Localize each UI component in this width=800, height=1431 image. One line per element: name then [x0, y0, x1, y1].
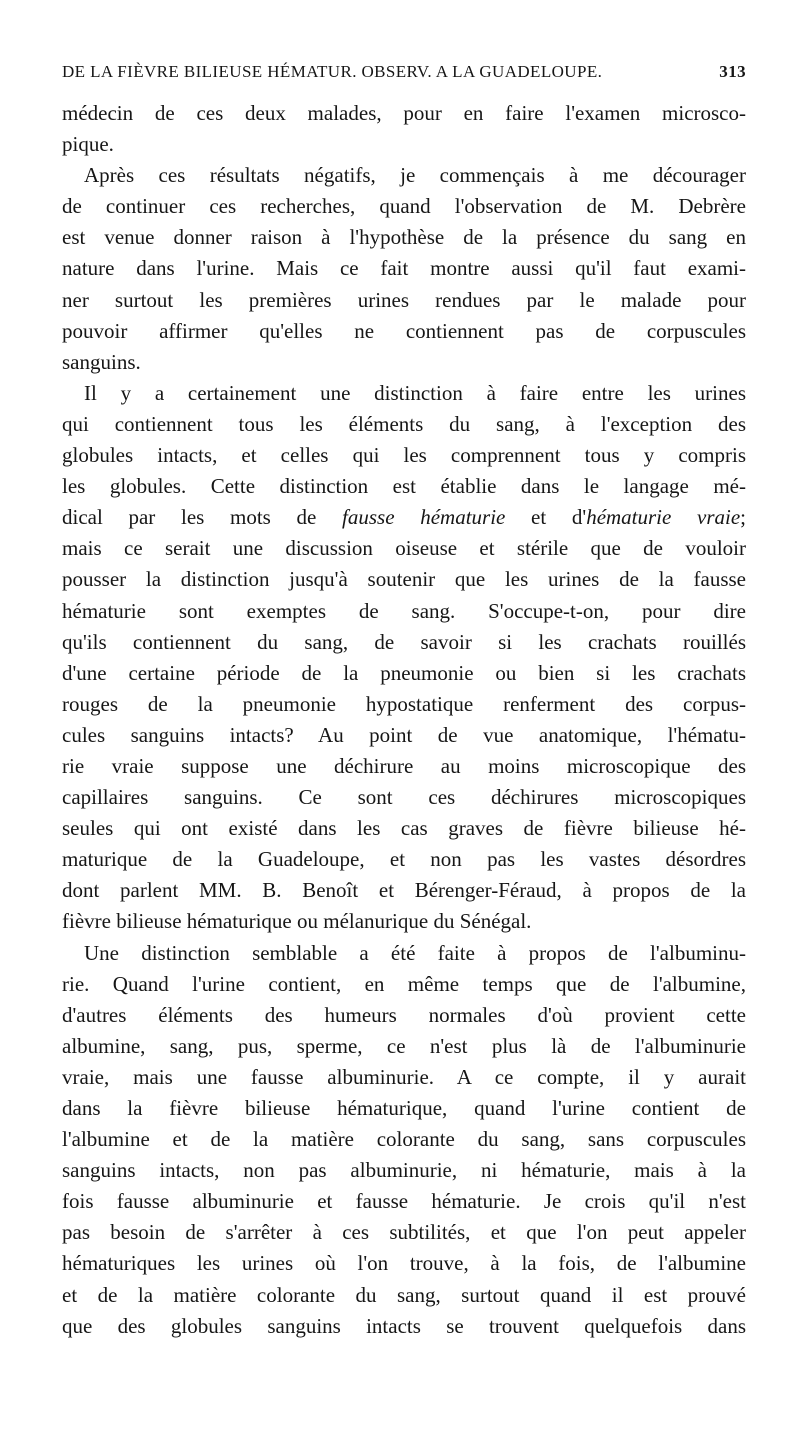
page-number: 313 — [719, 62, 746, 81]
text-line: sanguins. — [62, 349, 141, 374]
text-line: d'autres éléments des humeurs normales d'où provient cette — [62, 1002, 746, 1027]
text-line: maturique de la Guadeloupe, et non pas les vastes désordres — [62, 847, 746, 872]
text-line: Une distinction semblable a été faite à propos de l'albuminu- — [84, 940, 746, 965]
text-line: l'albumine et de la matière colorante du sang, sans corpuscules — [62, 1127, 746, 1152]
text-line: albumine, sang, pus, sperme, ce n'est plus là de l'albuminurie — [62, 1033, 746, 1058]
body-text — [62, 98, 746, 1342]
text-line: médecin de ces deux malades, pour en faire l'examen microsco- — [62, 101, 746, 125]
text-line: cules sanguins intacts? Au point de vue anatomique, l'hématu- — [62, 722, 746, 747]
text-line: de continuer ces recherches, quand l'observation de M. Debrère — [62, 194, 746, 219]
text-line: d'une certaine période de la pneumonie ou bien si les crachats — [62, 660, 746, 685]
text-line: rie. Quand l'urine contient, en même temps que de l'albumine, — [62, 971, 746, 996]
text-line: pouvoir affirmer qu'elles ne contiennent pas de corpuscules — [62, 318, 746, 343]
text-line: Après ces résultats négatifs, je commençais à me décourager — [84, 163, 746, 188]
text-line: fois fausse albuminurie et fausse hématurie. Je crois qu'il n'est — [62, 1189, 746, 1214]
text-line: pousser la distinction jusqu'à soutenir que les urines de la fausse — [62, 567, 746, 592]
page — [62, 60, 746, 1342]
text-line: hématurie sont exemptes de sang. S'occupe-t-on, pour dire — [62, 598, 746, 623]
text-line: Il y a certainement une distinction à faire entre les urines — [84, 380, 746, 405]
text-line: pique. — [62, 132, 114, 157]
running-title: DE LA FIÈVRE BILIEUSE HÉMATUR. OBSERV. A LA GUADELOUPE. — [62, 62, 603, 81]
text-line: globules intacts, et celles qui les comprennent tous y compris — [62, 443, 746, 468]
text-line: capillaires sanguins. Ce sont ces déchirures microscopiques — [62, 785, 746, 810]
text-line: nature dans l'urine. Mais ce fait montre aussi qu'il faut exami- — [62, 256, 746, 281]
text-line: sanguins intacts, non pas albuminurie, ni hématurie, mais à la — [62, 1158, 746, 1183]
text-line: dans la fièvre bilieuse hématurique, quand l'urine contient de — [62, 1096, 746, 1120]
text-fragment: dical par les mots de — [62, 505, 343, 530]
text-line: mais ce serait une discussion oiseuse et stérile que de vouloir — [62, 536, 746, 561]
text-line: et de la matière colorante du sang, surtout quand il est prouvé — [62, 1282, 746, 1307]
text-line: pas besoin de s'arrêter à ces subtilités, et que l'on peut appeler — [62, 1220, 746, 1245]
text-line: vraie, mais une fausse albuminurie. A ce compte, il y aurait — [62, 1064, 746, 1089]
text-line: seules qui ont existé dans les cas graves de fièvre bilieuse hé- — [62, 816, 746, 841]
text-line: qui contiennent tous les éléments du sang, à l'exception des — [62, 411, 746, 436]
text-line: qu'ils contiennent du sang, de savoir si les crachats rouillés — [62, 629, 746, 654]
text-line-with-italics — [62, 502, 746, 533]
text-line: fièvre bilieuse hématurique ou mélanurique du Sénégal. — [62, 909, 532, 934]
italic-term: hématurie vraie — [586, 505, 741, 530]
text-line: dont parlent MM. B. Benoît et Bérenger-Féraud, à propos de la — [62, 878, 746, 903]
text-line: hématuriques les urines où l'on trouve, à la fois, de l'albumine — [62, 1251, 746, 1276]
text-line: que des globules sanguins intacts se trouvent quelquefois dans — [62, 1313, 746, 1338]
text-line: est venue donner raison à l'hypothèse de la présence du sang en — [62, 225, 746, 250]
text-line: les globules. Cette distinction est établie dans le langage mé- — [62, 474, 746, 499]
italic-term: fausse hématurie — [342, 505, 506, 530]
running-head — [62, 60, 746, 90]
text-line: rie vraie suppose une déchirure au moins microscopique des — [62, 753, 746, 778]
text-line: rouges de la pneumonie hypostatique renferment des corpus- — [62, 691, 746, 716]
text-fragment: ; — [740, 505, 747, 530]
text-fragment: et d' — [505, 505, 587, 530]
text-line: ner surtout les premières urines rendues par le malade pour — [62, 287, 746, 312]
